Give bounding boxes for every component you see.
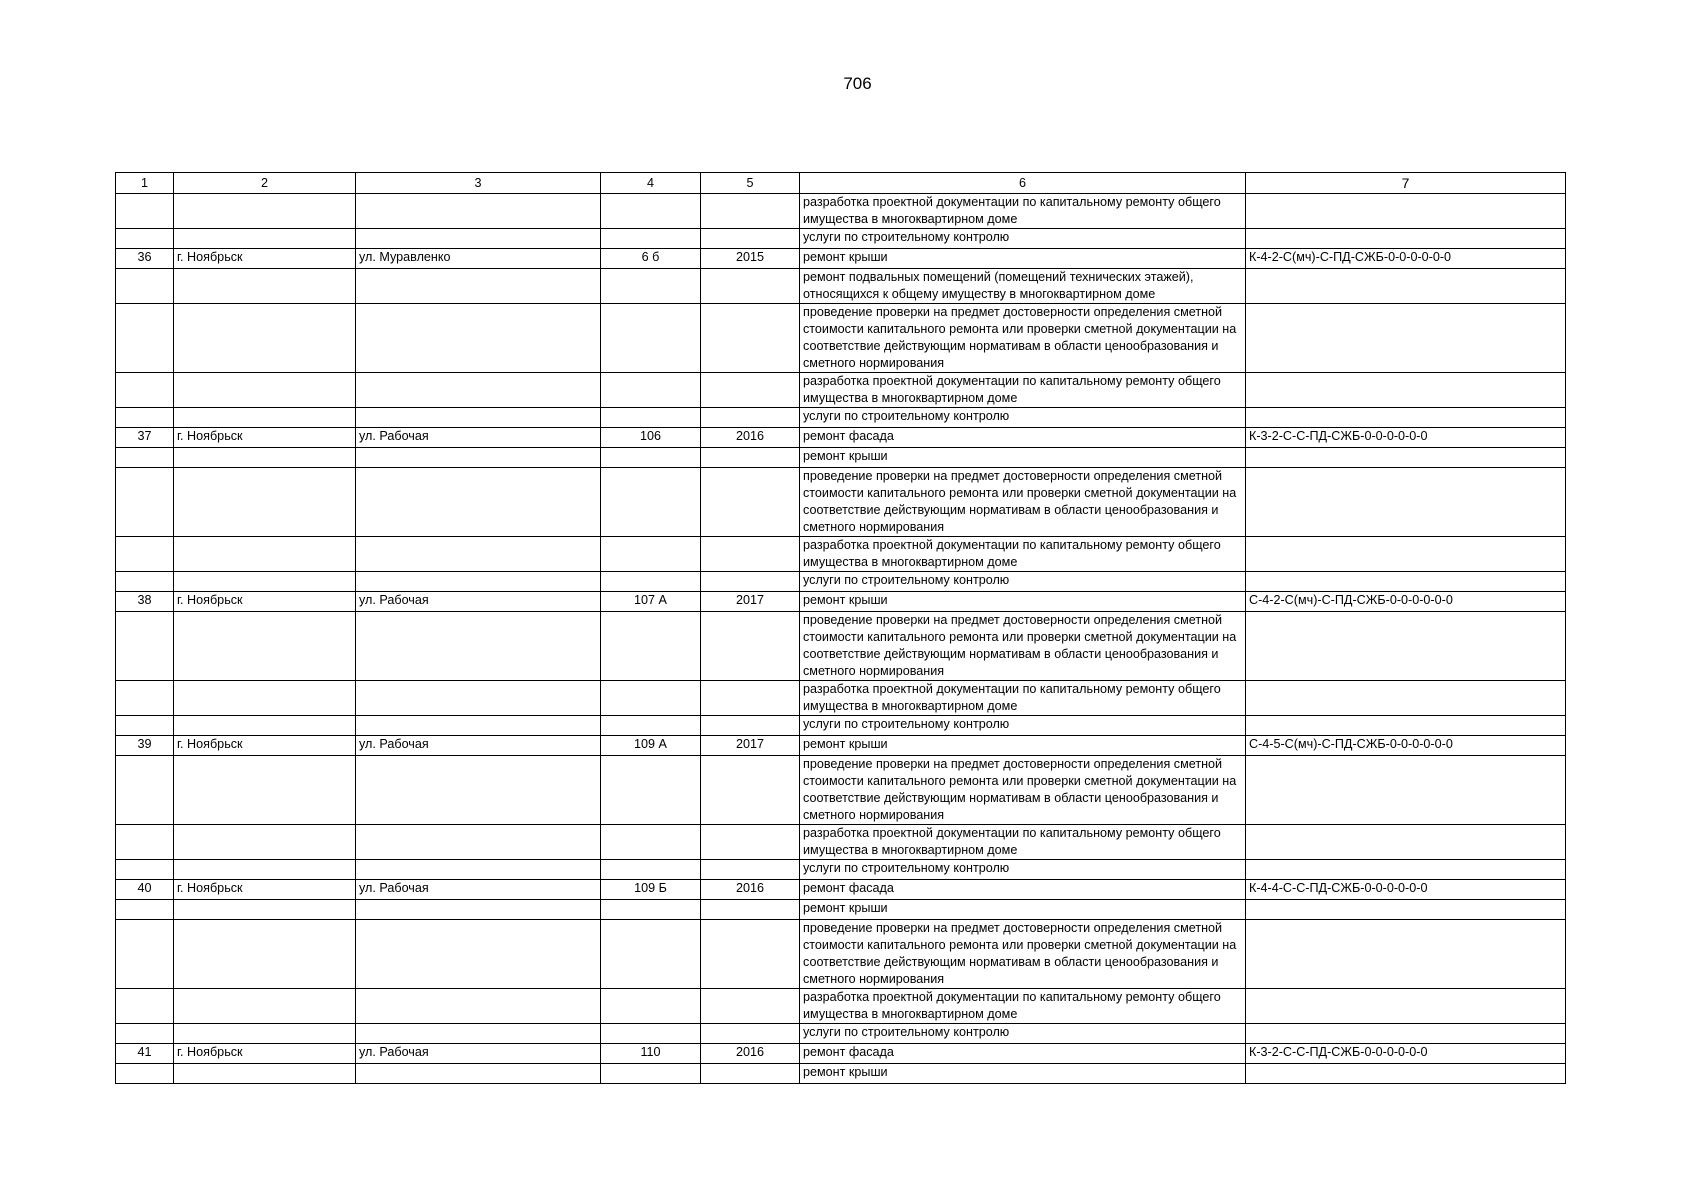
street-cell <box>356 1064 601 1084</box>
house-number-cell <box>601 1064 701 1084</box>
city-cell <box>174 716 356 736</box>
row-number-cell: 40 <box>116 880 174 900</box>
street-cell <box>356 825 601 860</box>
code-cell <box>1246 1024 1566 1044</box>
row-number-cell <box>116 900 174 920</box>
table-row <box>116 716 1566 736</box>
house-number-cell <box>601 572 701 592</box>
row-number-cell: 41 <box>116 1044 174 1064</box>
work-type-cell: ремонт фасада <box>800 1044 1246 1064</box>
street-cell <box>356 989 601 1024</box>
year-cell <box>701 612 800 681</box>
code-cell <box>1246 304 1566 373</box>
street-cell <box>356 920 601 989</box>
row-number-cell <box>116 373 174 408</box>
house-number-cell <box>601 304 701 373</box>
row-number-cell <box>116 612 174 681</box>
street-cell <box>356 681 601 716</box>
house-number-cell <box>601 825 701 860</box>
code-cell <box>1246 269 1566 304</box>
work-type-cell: ремонт крыши <box>800 448 1246 468</box>
column-header-3: 3 <box>356 173 601 194</box>
table-row <box>116 860 1566 880</box>
row-number-cell <box>116 194 174 229</box>
street-cell <box>356 269 601 304</box>
street-cell: ул. Рабочая <box>356 1044 601 1064</box>
table-row <box>116 825 1566 860</box>
code-cell <box>1246 572 1566 592</box>
year-cell <box>701 716 800 736</box>
city-cell <box>174 572 356 592</box>
house-number-cell: 109 А <box>601 736 701 756</box>
code-cell <box>1246 825 1566 860</box>
code-cell: К-3-2-С-С-ПД-СЖБ-0-0-0-0-0-0 <box>1246 1044 1566 1064</box>
work-type-cell: разработка проектной документации по капитальному ремонту общего имущества в многоквартирном доме <box>800 825 1246 860</box>
city-cell <box>174 468 356 537</box>
house-number-cell: 110 <box>601 1044 701 1064</box>
city-cell <box>174 1064 356 1084</box>
city-cell <box>174 1024 356 1044</box>
table-row <box>116 229 1566 249</box>
row-number-cell: 38 <box>116 592 174 612</box>
city-cell <box>174 304 356 373</box>
code-cell <box>1246 756 1566 825</box>
table-row <box>116 249 1566 269</box>
column-header-6: 6 <box>800 173 1246 194</box>
work-type-cell: услуги по строительному контролю <box>800 408 1246 428</box>
street-cell: ул. Рабочая <box>356 592 601 612</box>
house-number-cell <box>601 989 701 1024</box>
table-row <box>116 681 1566 716</box>
work-type-cell: разработка проектной документации по капитальному ремонту общего имущества в многоквартирном доме <box>800 537 1246 572</box>
city-cell: г. Ноябрьск <box>174 736 356 756</box>
table-row <box>116 1024 1566 1044</box>
page-number: 706 <box>843 74 872 93</box>
work-type-cell: ремонт крыши <box>800 736 1246 756</box>
year-cell <box>701 373 800 408</box>
city-cell <box>174 448 356 468</box>
year-cell: 2017 <box>701 592 800 612</box>
year-cell <box>701 900 800 920</box>
column-header-5: 5 <box>701 173 800 194</box>
city-cell: г. Ноябрьск <box>174 1044 356 1064</box>
work-type-cell: услуги по строительному контролю <box>800 229 1246 249</box>
code-cell <box>1246 716 1566 736</box>
year-cell <box>701 989 800 1024</box>
street-cell: ул. Рабочая <box>356 880 601 900</box>
row-number-cell <box>116 1024 174 1044</box>
table-row <box>116 920 1566 989</box>
street-cell <box>356 900 601 920</box>
city-cell: г. Ноябрьск <box>174 428 356 448</box>
city-cell <box>174 194 356 229</box>
city-cell <box>174 920 356 989</box>
street-cell <box>356 448 601 468</box>
column-header-4: 4 <box>601 173 701 194</box>
street-cell <box>356 304 601 373</box>
work-type-cell: разработка проектной документации по капитальному ремонту общего имущества в многоквартирном доме <box>800 194 1246 229</box>
table-row <box>116 572 1566 592</box>
house-number-cell <box>601 920 701 989</box>
city-cell <box>174 756 356 825</box>
city-cell: г. Ноябрьск <box>174 880 356 900</box>
table-row <box>116 428 1566 448</box>
house-number-cell: 109 Б <box>601 880 701 900</box>
code-cell <box>1246 681 1566 716</box>
house-number-cell <box>601 537 701 572</box>
house-number-cell <box>601 373 701 408</box>
table-row <box>116 269 1566 304</box>
year-cell <box>701 537 800 572</box>
work-type-cell: ремонт фасада <box>800 880 1246 900</box>
code-cell: К-3-2-С-С-ПД-СЖБ-0-0-0-0-0-0 <box>1246 428 1566 448</box>
year-cell: 2016 <box>701 880 800 900</box>
city-cell <box>174 373 356 408</box>
row-number-cell <box>116 920 174 989</box>
year-cell <box>701 269 800 304</box>
row-number-cell <box>116 408 174 428</box>
city-cell <box>174 681 356 716</box>
street-cell <box>356 612 601 681</box>
work-type-cell: ремонт крыши <box>800 592 1246 612</box>
code-cell <box>1246 229 1566 249</box>
row-number-cell <box>116 572 174 592</box>
work-type-cell: ремонт подвальных помещений (помещений технических этажей), относящихся к общему имуществу в многоквартирном доме <box>800 269 1246 304</box>
work-type-cell: ремонт крыши <box>800 1064 1246 1084</box>
column-header-7: 7 <box>1246 173 1566 194</box>
work-type-cell: ремонт крыши <box>800 249 1246 269</box>
street-cell <box>356 716 601 736</box>
house-number-cell: 106 <box>601 428 701 448</box>
work-type-cell: проведение проверки на предмет достоверности определения сметной стоимости капитального ремонта или проверки сметной документации на соответствие действующим нормативам в области ценообразования и сметного нормирования <box>800 468 1246 537</box>
table-row <box>116 1044 1566 1064</box>
house-number-cell <box>601 269 701 304</box>
table-row <box>116 448 1566 468</box>
row-number-cell: 37 <box>116 428 174 448</box>
row-number-cell <box>116 448 174 468</box>
table-row <box>116 537 1566 572</box>
house-number-cell <box>601 229 701 249</box>
work-type-cell: проведение проверки на предмет достоверности определения сметной стоимости капитального ремонта или проверки сметной документации на соответствие действующим нормативам в области ценообразования и сметного нормирования <box>800 304 1246 373</box>
work-type-cell: проведение проверки на предмет достоверности определения сметной стоимости капитального ремонта или проверки сметной документации на соответствие действующим нормативам в области ценообразования и сметного нормирования <box>800 756 1246 825</box>
house-number-cell <box>601 681 701 716</box>
work-type-cell: услуги по строительному контролю <box>800 1024 1246 1044</box>
city-cell <box>174 269 356 304</box>
capital-repair-table <box>115 172 1566 1084</box>
street-cell <box>356 194 601 229</box>
city-cell <box>174 860 356 880</box>
street-cell <box>356 229 601 249</box>
table-row <box>116 373 1566 408</box>
table-row <box>116 736 1566 756</box>
city-cell <box>174 612 356 681</box>
house-number-cell <box>601 756 701 825</box>
city-cell <box>174 229 356 249</box>
work-type-cell: проведение проверки на предмет достоверности определения сметной стоимости капитального ремонта или проверки сметной документации на соответствие действующим нормативам в области ценообразования и сметного нормирования <box>800 612 1246 681</box>
code-cell <box>1246 468 1566 537</box>
work-type-cell: ремонт фасада <box>800 428 1246 448</box>
table-row <box>116 880 1566 900</box>
house-number-cell: 6 б <box>601 249 701 269</box>
year-cell: 2017 <box>701 736 800 756</box>
code-cell: К-4-4-С-С-ПД-СЖБ-0-0-0-0-0-0 <box>1246 880 1566 900</box>
year-cell <box>701 194 800 229</box>
year-cell <box>701 756 800 825</box>
street-cell: ул. Рабочая <box>356 428 601 448</box>
street-cell <box>356 860 601 880</box>
city-cell: г. Ноябрьск <box>174 249 356 269</box>
year-cell <box>701 1064 800 1084</box>
code-cell <box>1246 989 1566 1024</box>
street-cell <box>356 572 601 592</box>
row-number-cell <box>116 860 174 880</box>
code-cell <box>1246 194 1566 229</box>
code-cell <box>1246 537 1566 572</box>
table-row <box>116 989 1566 1024</box>
house-number-cell: 107 А <box>601 592 701 612</box>
table-row <box>116 756 1566 825</box>
row-number-cell <box>116 304 174 373</box>
table-row <box>116 408 1566 428</box>
city-cell <box>174 537 356 572</box>
code-cell <box>1246 920 1566 989</box>
code-cell <box>1246 612 1566 681</box>
row-number-cell <box>116 989 174 1024</box>
house-number-cell <box>601 716 701 736</box>
street-cell <box>356 756 601 825</box>
table-body <box>116 194 1566 1084</box>
work-type-cell: услуги по строительному контролю <box>800 572 1246 592</box>
column-header-2: 2 <box>174 173 356 194</box>
code-cell <box>1246 448 1566 468</box>
house-number-cell <box>601 408 701 428</box>
table-row <box>116 304 1566 373</box>
row-number-cell <box>116 269 174 304</box>
house-number-cell <box>601 860 701 880</box>
row-number-cell <box>116 468 174 537</box>
year-cell: 2015 <box>701 249 800 269</box>
year-cell <box>701 825 800 860</box>
year-cell <box>701 860 800 880</box>
year-cell <box>701 468 800 537</box>
table-row <box>116 612 1566 681</box>
city-cell <box>174 408 356 428</box>
code-cell: С-4-5-С(мч)-С-ПД-СЖБ-0-0-0-0-0-0 <box>1246 736 1566 756</box>
year-cell <box>701 920 800 989</box>
column-header-1: 1 <box>116 173 174 194</box>
house-number-cell <box>601 900 701 920</box>
code-cell <box>1246 900 1566 920</box>
house-number-cell <box>601 612 701 681</box>
work-type-cell: услуги по строительному контролю <box>800 860 1246 880</box>
year-cell: 2016 <box>701 1044 800 1064</box>
work-type-cell: услуги по строительному контролю <box>800 716 1246 736</box>
table-row <box>116 900 1566 920</box>
work-type-cell: разработка проектной документации по капитальному ремонту общего имущества в многоквартирном доме <box>800 373 1246 408</box>
row-number-cell <box>116 825 174 860</box>
code-cell: С-4-2-С(мч)-С-ПД-СЖБ-0-0-0-0-0-0 <box>1246 592 1566 612</box>
year-cell: 2016 <box>701 428 800 448</box>
house-number-cell <box>601 448 701 468</box>
house-number-cell <box>601 468 701 537</box>
code-cell: К-4-2-С(мч)-С-ПД-СЖБ-0-0-0-0-0-0 <box>1246 249 1566 269</box>
street-cell: ул. Муравленко <box>356 249 601 269</box>
row-number-cell <box>116 537 174 572</box>
city-cell <box>174 825 356 860</box>
row-number-cell <box>116 681 174 716</box>
house-number-cell <box>601 1024 701 1044</box>
street-cell <box>356 1024 601 1044</box>
table-row <box>116 592 1566 612</box>
street-cell <box>356 537 601 572</box>
city-cell <box>174 989 356 1024</box>
code-cell <box>1246 860 1566 880</box>
code-cell <box>1246 1064 1566 1084</box>
street-cell <box>356 373 601 408</box>
house-number-cell <box>601 194 701 229</box>
street-cell <box>356 408 601 428</box>
city-cell <box>174 900 356 920</box>
code-cell <box>1246 373 1566 408</box>
code-cell <box>1246 408 1566 428</box>
work-type-cell: проведение проверки на предмет достоверности определения сметной стоимости капитального ремонта или проверки сметной документации на соответствие действующим нормативам в области ценообразования и сметного нормирования <box>800 920 1246 989</box>
year-cell <box>701 304 800 373</box>
year-cell <box>701 229 800 249</box>
year-cell <box>701 681 800 716</box>
row-number-cell <box>116 716 174 736</box>
table-row <box>116 1064 1566 1084</box>
work-type-cell: разработка проектной документации по капитальному ремонту общего имущества в многоквартирном доме <box>800 681 1246 716</box>
table-row <box>116 194 1566 229</box>
row-number-cell <box>116 229 174 249</box>
year-cell <box>701 408 800 428</box>
row-number-cell: 39 <box>116 736 174 756</box>
year-cell <box>701 572 800 592</box>
row-number-cell: 36 <box>116 249 174 269</box>
year-cell <box>701 448 800 468</box>
street-cell <box>356 468 601 537</box>
city-cell: г. Ноябрьск <box>174 592 356 612</box>
row-number-cell <box>116 756 174 825</box>
work-type-cell: ремонт крыши <box>800 900 1246 920</box>
street-cell: ул. Рабочая <box>356 736 601 756</box>
table-header-row <box>116 173 1566 194</box>
work-type-cell: разработка проектной документации по капитальному ремонту общего имущества в многоквартирном доме <box>800 989 1246 1024</box>
row-number-cell <box>116 1064 174 1084</box>
table-row <box>116 468 1566 537</box>
year-cell <box>701 1024 800 1044</box>
